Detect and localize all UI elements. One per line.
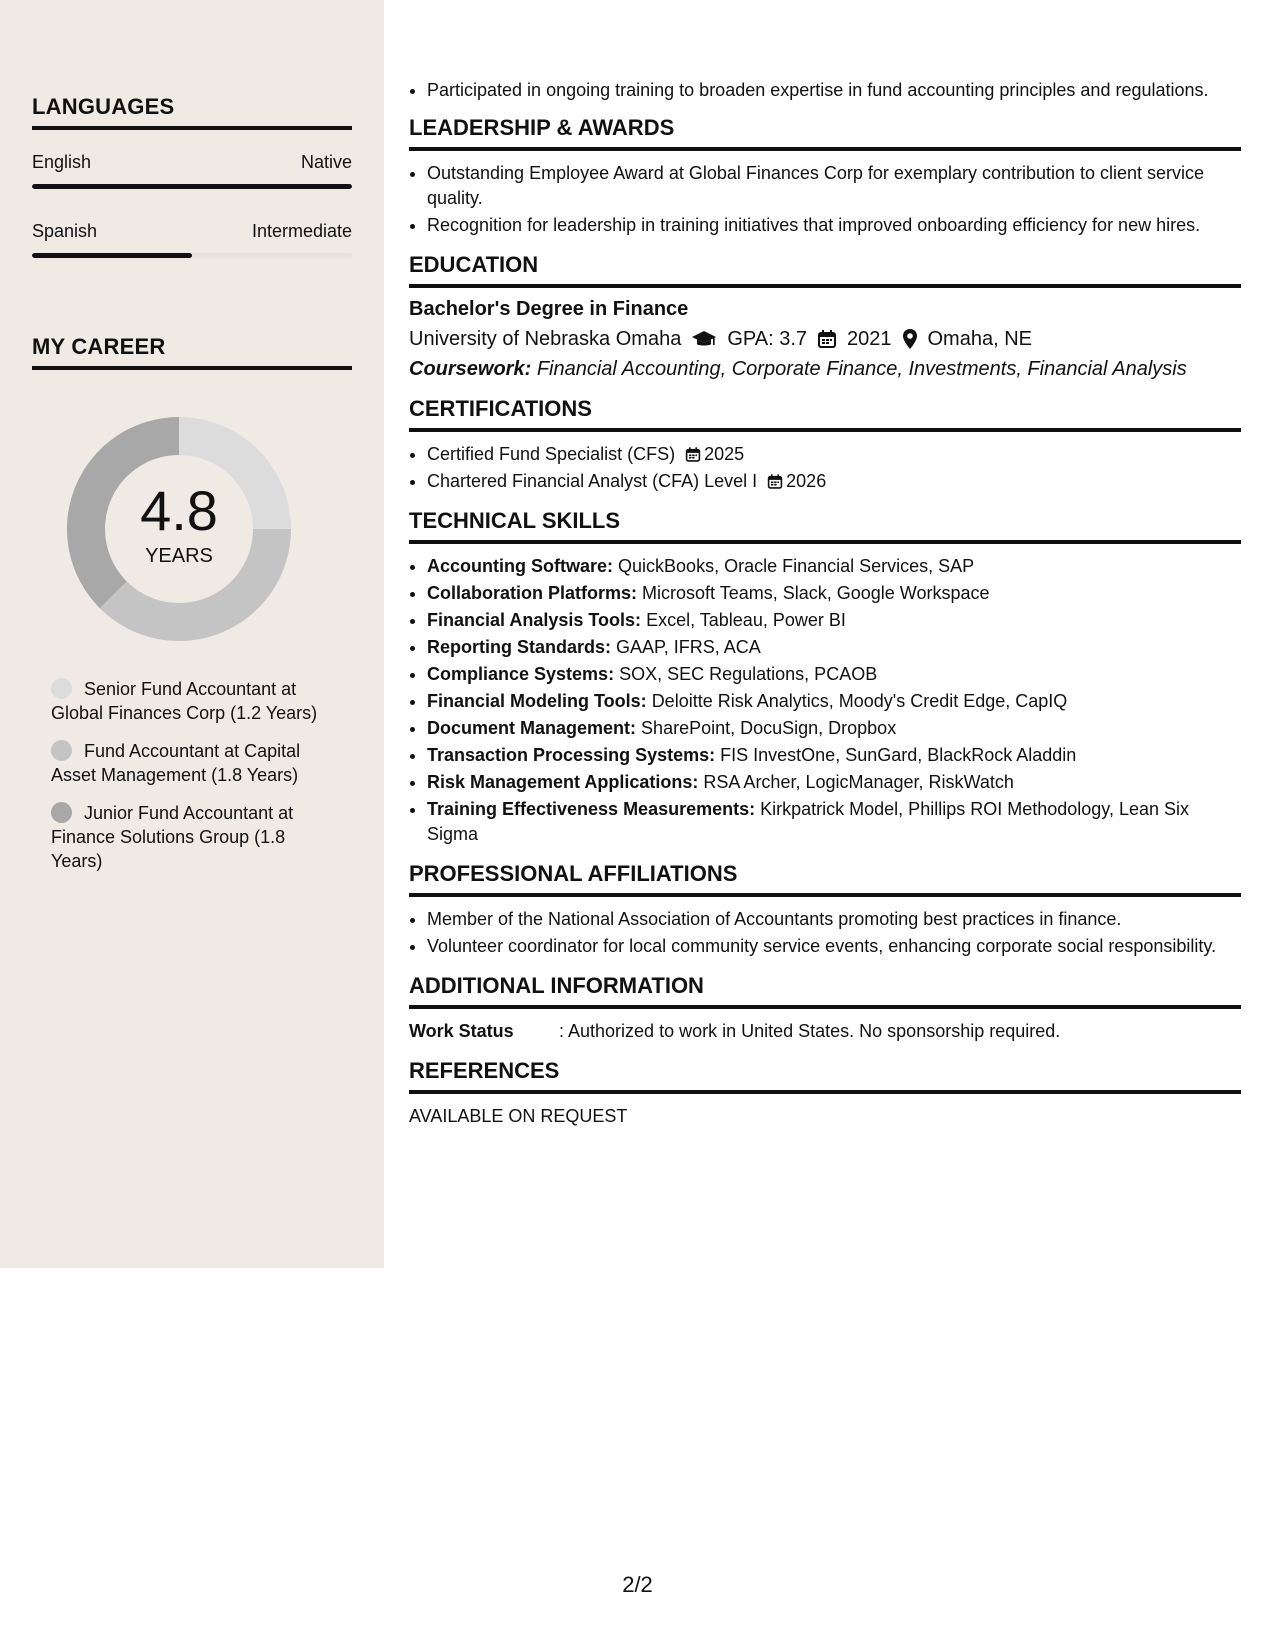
language-level: Native [300,152,352,172]
certification-item [427,442,1241,467]
work-status-row [409,1019,1241,1044]
skill-value: Deloitte Risk Analytics, Moody's Credit Edge, CapIQ [651,691,1068,711]
language-name: Spanish [32,221,98,241]
references-heading: REFERENCES [409,1058,1241,1094]
skill-label: Compliance Systems: [427,664,615,684]
skill-value: QuickBooks, Oracle Financial Services, SAP [618,556,975,576]
certification-item [427,469,1241,494]
skill-label: Financial Analysis Tools: [427,610,642,630]
list-item: • Outstanding Employee Award at Global Finances Corp for exemplary contribution to client service quality. [427,161,1241,211]
career-heading: MY CAREER [32,334,352,370]
skill-item [427,581,1241,606]
skill-label: Transaction Processing Systems: [427,745,716,765]
skill-value: Microsoft Teams, Slack, Google Workspace [642,583,990,603]
languages-heading: LANGUAGES [32,94,352,130]
language-row-spanish [32,221,352,242]
main-content [409,78,1241,1129]
coursework-label: Coursework: [409,358,532,380]
career-legend-label: Fund Accountant at Capital Asset Management (1.8 Years) [51,741,301,785]
calendar-icon [817,329,837,349]
skill-value: SOX, SEC Regulations, PCAOB [619,664,878,684]
skill-value: Excel, Tableau, Power BI [646,610,846,630]
career-legend-item [51,677,341,725]
career-legend-item [51,739,341,787]
list-item: • Member of the National Association of Accountants promoting best practices in finance. [427,907,1241,932]
career-legend-label: Senior Fund Accountant at Global Finances Corp (1.2 Years) [51,679,318,723]
career-total-value: 4.8 [140,478,218,542]
affiliations-heading: PROFESSIONAL AFFILIATIONS [409,861,1241,897]
language-row-english [32,152,352,173]
skill-value: Kirkpatrick Model, Phillips ROI Methodology, Lean Six Sigma [427,799,1189,844]
skill-label: Financial Modeling Tools: [427,691,647,711]
skill-item [427,797,1241,847]
skill-value: FIS InvestOne, SunGard, BlackRock Aladdin [720,745,1077,765]
skill-label: Collaboration Platforms: [427,583,638,603]
legend-dot [51,678,72,699]
work-status-value: : Authorized to work in United States. No sponsorship required. [559,1021,1061,1041]
additional-info-heading: ADDITIONAL INFORMATION [409,973,1241,1009]
certifications-list [409,442,1241,494]
page-number: 2/2 [622,1572,653,1597]
skill-item [427,635,1241,660]
skill-label: Reporting Standards: [427,637,612,657]
references-text: AVAILABLE ON REQUEST [409,1106,628,1126]
career-legend-item [51,801,341,873]
language-bar-fill [32,253,192,258]
career-legend-label: Junior Fund Accountant at Finance Solutions Group (1.8 Years) [51,803,294,871]
affiliations-list [409,907,1241,959]
skill-value: GAAP, IFRS, ACA [616,637,761,657]
certification-name: Chartered Financial Analyst (CFA) Level I [427,471,758,491]
graduation-year: 2021 [847,328,892,350]
language-bar-spanish [32,253,352,258]
language-name: English [32,152,92,172]
calendar-icon [767,473,783,490]
skill-item [427,716,1241,741]
skill-item [427,608,1241,633]
certification-year: 2026 [786,471,827,491]
education-details [409,324,1241,354]
location: Omaha, NE [927,328,1032,350]
certification-year: 2025 [704,444,745,464]
technical-skills-heading: TECHNICAL SKILLS [409,508,1241,544]
list-item: • Volunteer coordinator for local community service events, enhancing corporate social responsibility. [427,934,1241,959]
skill-label: Document Management: [427,718,637,738]
coursework-list: Financial Accounting, Corporate Finance, Investments, Financial Analysis [536,358,1187,380]
skill-label: Risk Management Applications: [427,772,699,792]
career-total-unit: YEARS [145,544,213,567]
gpa: GPA: 3.7 [727,328,807,350]
leadership-heading: LEADERSHIP & AWARDS [409,115,1241,151]
coursework [409,354,1241,384]
graduation-cap-icon [691,329,717,349]
certifications-heading: CERTIFICATIONS [409,396,1241,432]
skill-label: Training Effectiveness Measurements: [427,799,756,819]
degree-title: Bachelor's Degree in Finance [409,298,689,320]
skill-item [427,770,1241,795]
sidebar [0,0,384,1268]
legend-dot [51,802,72,823]
location-pin-icon [902,328,918,350]
language-bar-fill [32,184,352,189]
certification-name: Certified Fund Specialist (CFS) [427,444,676,464]
language-level: Intermediate [251,221,352,241]
career-total [66,416,292,642]
list-item: • Participated in ongoing training to broaden expertise in fund accounting principles and regulations. [427,78,1241,103]
skill-item [427,689,1241,714]
calendar-icon [685,446,701,463]
school-name: University of Nebraska Omaha [409,328,682,350]
language-bar-english [32,184,352,189]
skill-label: Accounting Software: [427,556,614,576]
skill-item [427,554,1241,579]
skill-value: RSA Archer, LogicManager, RiskWatch [703,772,1014,792]
education-heading: EDUCATION [409,252,1241,288]
skill-value: SharePoint, DocuSign, Dropbox [641,718,897,738]
skill-item [427,743,1241,768]
leadership-list [409,161,1241,238]
technical-skills-list [409,554,1241,847]
intro-bullet-list [409,78,1241,103]
legend-dot [51,740,72,761]
work-status-label: Work Status [409,1021,514,1041]
skill-item [427,662,1241,687]
list-item: • Recognition for leadership in training initiatives that improved onboarding efficiency for new hires. [427,213,1241,238]
